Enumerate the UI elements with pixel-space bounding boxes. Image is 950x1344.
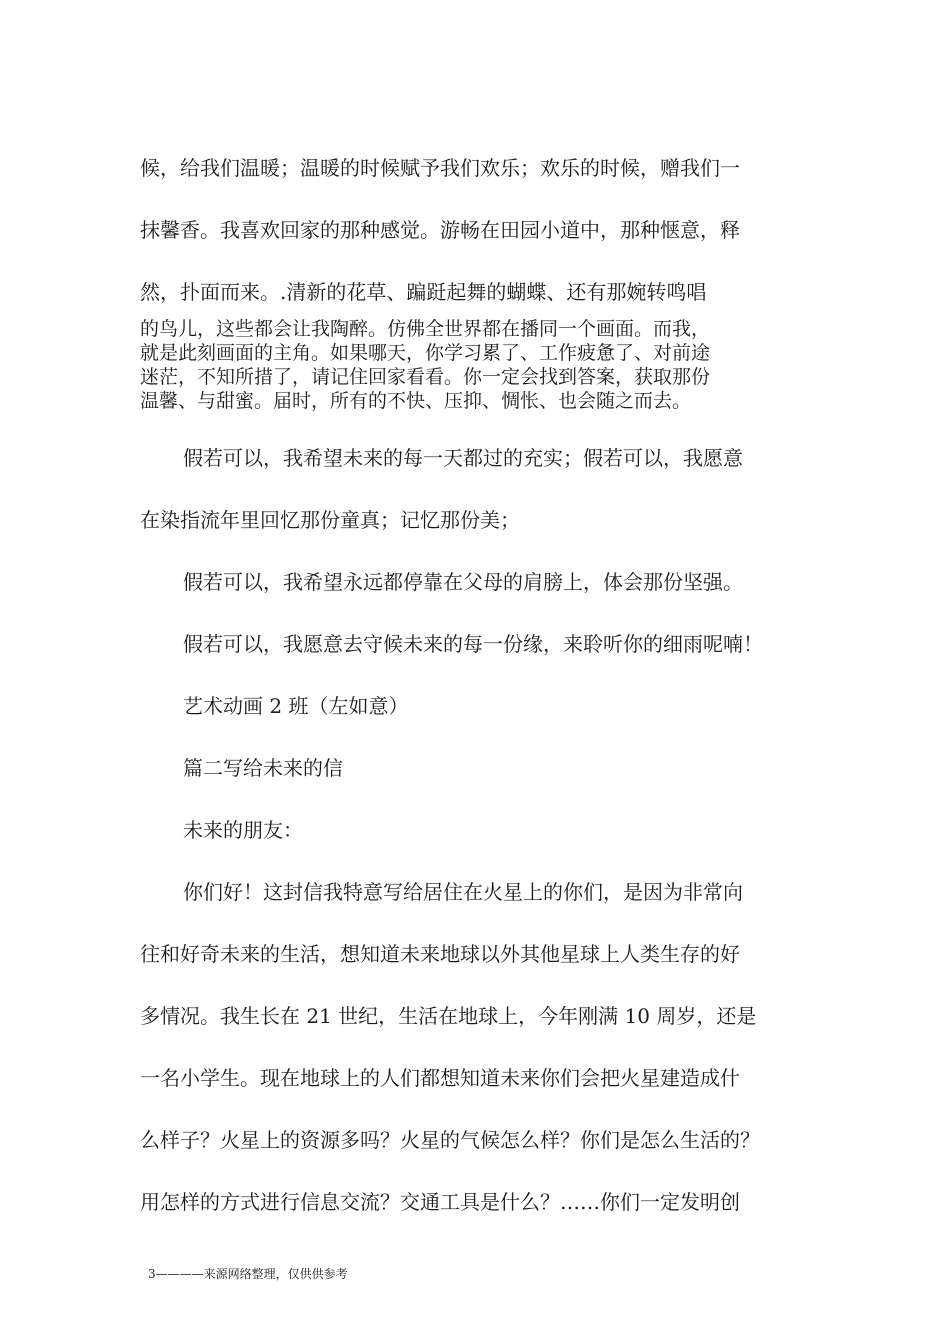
text-line: 在染指流年里回忆那份童真；记忆那份美； bbox=[140, 508, 520, 532]
text-line: 一名小学生。现在地球上的人们都想知道未来你们会把火星建造成什 bbox=[140, 1066, 740, 1090]
text-line: 就是此刻画面的主角。如果哪天，你学习累了、工作疲惫了、对前途 bbox=[140, 342, 711, 364]
section-heading: 篇二写给未来的信 bbox=[183, 756, 343, 780]
text-line: 迷茫，不知所措了，请记住回家看看。你一定会找到答案，获取那份 bbox=[140, 366, 711, 388]
text-line: 候，给我们温暖；温暖的时候赋予我们欢乐；欢乐的时候，赠我们一 bbox=[140, 156, 740, 180]
page-footer: 3————来源网络整理，仅供供参考 bbox=[148, 1267, 348, 1281]
letter-salutation: 未来的朋友： bbox=[183, 818, 303, 842]
text-line: 假若可以，我希望未来的每一天都过的充实；假若可以，我愿意 bbox=[183, 446, 743, 470]
text-line: 多情况。我生长在 21 世纪，生活在地球上，今年刚满 10 周岁，还是 bbox=[140, 1004, 757, 1028]
text-line: 往和好奇未来的生活，想知道未来地球以外其他星球上人类生存的好 bbox=[140, 942, 740, 966]
text-line: 假若可以，我希望永远都停靠在父母的肩膀上，体会那份坚强。 bbox=[183, 570, 743, 594]
text-line: 抹馨香。我喜欢回家的那种感觉。游畅在田园小道中，那种惬意，释 bbox=[140, 218, 740, 242]
class-signature: 艺术动画 2 班（左如意） bbox=[183, 694, 409, 718]
text-line: 假若可以，我愿意去守候未来的每一份缘，来聆听你的细雨呢喃！ bbox=[183, 632, 763, 656]
text-line: 用怎样的方式进行信息交流？交通工具是什么？……你们一定发明创 bbox=[140, 1190, 740, 1214]
text-line: 你们好！这封信我特意写给居住在火星上的你们，是因为非常向 bbox=[183, 880, 743, 904]
text-line: 么样子？火星上的资源多吗？火星的气候怎么样？你们是怎么生活的？ bbox=[140, 1128, 760, 1152]
text-line: 的鸟儿，这些都会让我陶醉。仿佛全世界都在播同一个画面。而我， bbox=[140, 318, 711, 340]
text-line: 温馨、与甜蜜。届时，所有的不快、压抑、惆怅、也会随之而去。 bbox=[140, 390, 692, 412]
text-line: 然，扑面而来。.清新的花草、蹁跹起舞的蝴蝶、还有那婉转鸣唱 bbox=[140, 280, 707, 304]
